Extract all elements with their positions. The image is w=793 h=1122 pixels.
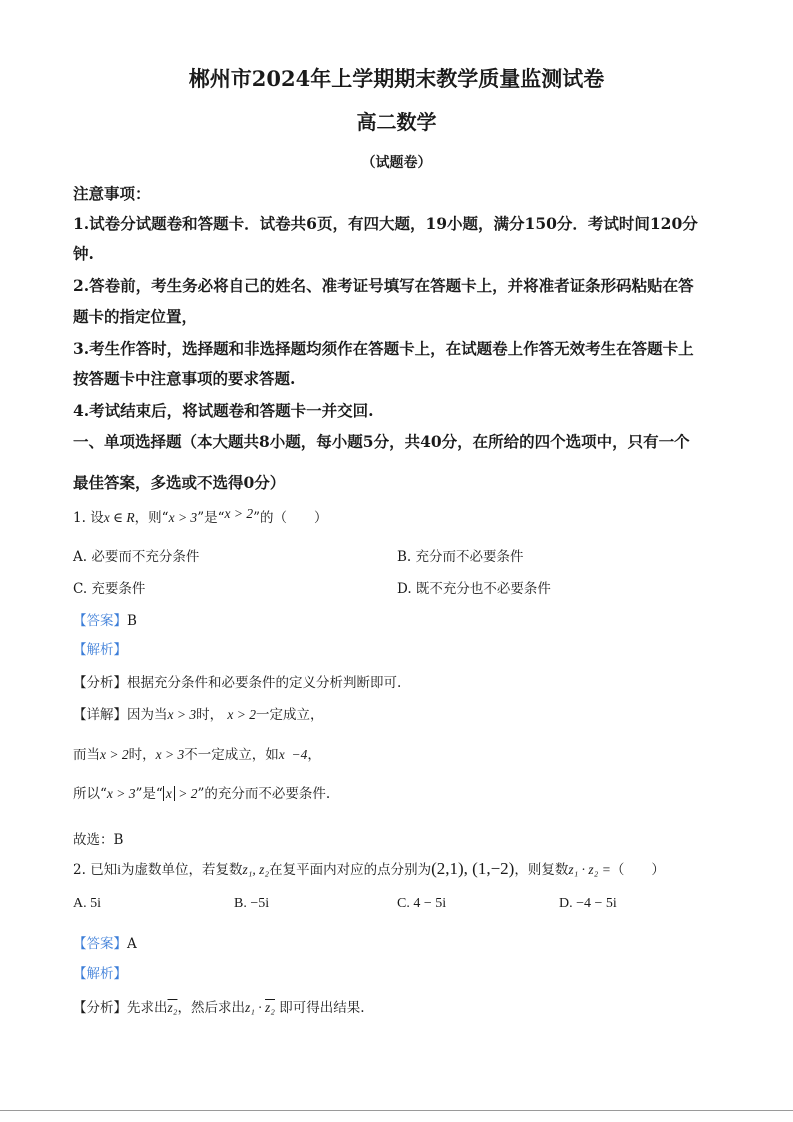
f-text-3: 即可得出结果. [274, 1000, 365, 1016]
d2-math-3: x −4 [278, 747, 308, 762]
q1-option-d: D. 既不充分也不必要条件 [397, 581, 551, 597]
q1-math-1: x ∈ R [103, 510, 135, 525]
question-number: 2. [73, 862, 86, 878]
exam-title: 郴州市2024年上学期期末教学质量监测试卷 [188, 66, 605, 91]
d3-text-2: ”是“ [135, 786, 163, 802]
q2-fenxi [73, 996, 365, 1016]
answer-value: A [127, 936, 137, 952]
fenxi-tag: 【分析】 [73, 675, 127, 691]
section1-heading-line2: 最佳答案，多选或不选得0分） [73, 473, 286, 492]
q2-text-4: ，则复数 [514, 862, 569, 878]
d3-text-1: 所以“ [73, 786, 107, 802]
question-number: 1. [73, 510, 86, 526]
q2-analysis-tag: 【解析】 [73, 966, 127, 982]
q2-math-4: z₁ · z₂ = [568, 862, 611, 877]
f-text-2: ，然后求出 [177, 1000, 245, 1016]
page-bottom-divider [0, 1110, 793, 1111]
answer-tag: 【答案】 [73, 936, 127, 952]
q2-option-a: A. 5i [73, 896, 101, 911]
q1-option-b: B. 充分而不必要条件 [397, 549, 524, 565]
f-text-1: 先求出 [127, 1000, 168, 1016]
q2-text-1: 已知 [90, 862, 118, 878]
paper-type: （试题卷） [361, 155, 432, 171]
q1-text-2: ，则“ [134, 510, 169, 526]
q1-option-c: C. 充要条件 [73, 581, 146, 597]
f-math-2a: z₁ · [244, 1000, 266, 1015]
d3-math-3: > 2 [174, 786, 198, 801]
q1-math-3: x > 2 [224, 506, 254, 521]
note-2-line2: 题卡的指定位置， [73, 307, 198, 326]
q1-fenxi [73, 671, 401, 691]
f-math-2b: z₂ [265, 1000, 275, 1015]
d2-text-3: 不一定成立，如 [184, 747, 279, 763]
q2-math-1: i [117, 862, 121, 877]
q2-text-2: 为虚数单位，若复数 [120, 862, 243, 878]
question-1-stem [73, 506, 328, 526]
note-1-line1: 1.试卷分试题卷和答题卡．试卷共6页，有四大题，19小题，满分150分．考试时间120分 [73, 214, 698, 233]
notes-heading: 注意事项： [73, 184, 151, 203]
question-2-stem [73, 858, 665, 879]
d3-math-abs: x [163, 786, 175, 801]
q1-answer [73, 609, 137, 629]
q1-math-2: x > 3 [168, 510, 198, 525]
d3-math-1: x > 3 [106, 786, 136, 801]
d2-text-4: ， [307, 747, 321, 763]
d1-text-3: 一定成立， [256, 707, 324, 723]
d1-text-1: 因为当 [127, 707, 168, 723]
note-1-line2: 钟. [73, 244, 94, 263]
q1-detail-line3 [73, 782, 330, 802]
d2-text-2: 时， [128, 747, 156, 763]
f-math-1: z₂ [167, 1000, 178, 1015]
d1-math-1: x > 3 [167, 707, 197, 722]
q2-text-3: 在复平面内对应的点分别为 [269, 862, 432, 878]
d1-math-2: x > 2 [227, 707, 257, 722]
q2-text-5: （ ） [610, 862, 665, 878]
q1-analysis-tag: 【解析】 [73, 642, 127, 658]
q2-math-2: z₁, z₂ [242, 862, 270, 877]
q2-math-3: (2,1), (1,−2) [431, 859, 515, 878]
q1-detail-line2 [73, 743, 321, 763]
note-4: 4.考试结束后，将试题卷和答题卡一并交回. [73, 401, 374, 420]
d1-text-2: 时， [196, 707, 224, 723]
q2-option-d: D. −4 − 5i [559, 896, 617, 911]
fenxi-text: 根据充分条件和必要条件的定义分析判断即可. [127, 675, 402, 691]
fenxi-tag: 【分析】 [73, 1000, 127, 1016]
answer-tag: 【答案】 [73, 613, 127, 629]
q1-text-4: ”的（ ） [253, 510, 328, 526]
d2-math-2: x > 3 [155, 747, 185, 762]
q2-answer [73, 932, 137, 952]
q1-text-3: ”是“ [197, 510, 225, 526]
subject-title: 高二数学 [356, 110, 437, 134]
answer-value: B [127, 613, 137, 629]
section1-heading-line1: 一、单项选择题（本大题共8小题，每小题5分，共40分，在所给的四个选项中，只有一个 [73, 432, 690, 451]
d3-text-3: ”的充分而不必要条件. [197, 786, 331, 802]
note-3-line2: 按答题卡中注意事项的要求答题. [73, 369, 296, 388]
q1-option-a: A. 必要而不充分条件 [73, 549, 200, 565]
q2-option-c: C. 4 − 5i [397, 896, 447, 911]
note-2-line1: 2.答卷前，考生务必将自己的姓名、准考证号填写在答题卡上，并将准者证条形码粘贴在答 [73, 276, 694, 295]
note-3-line1: 3.考生作答时，选择题和非选择题均须作在答题卡上，在试题卷上作答无效考生在答题卡上 [73, 339, 694, 358]
d2-math-1: x > 2 [100, 747, 129, 762]
q1-choose: 故选：B [73, 832, 124, 848]
q1-detail-line1 [73, 703, 324, 723]
d2-text-1: 而当 [73, 747, 100, 763]
q1-text-1: 设 [90, 510, 104, 526]
detail-tag: 【详解】 [73, 707, 127, 723]
q2-option-b: B. −5i [234, 896, 270, 911]
